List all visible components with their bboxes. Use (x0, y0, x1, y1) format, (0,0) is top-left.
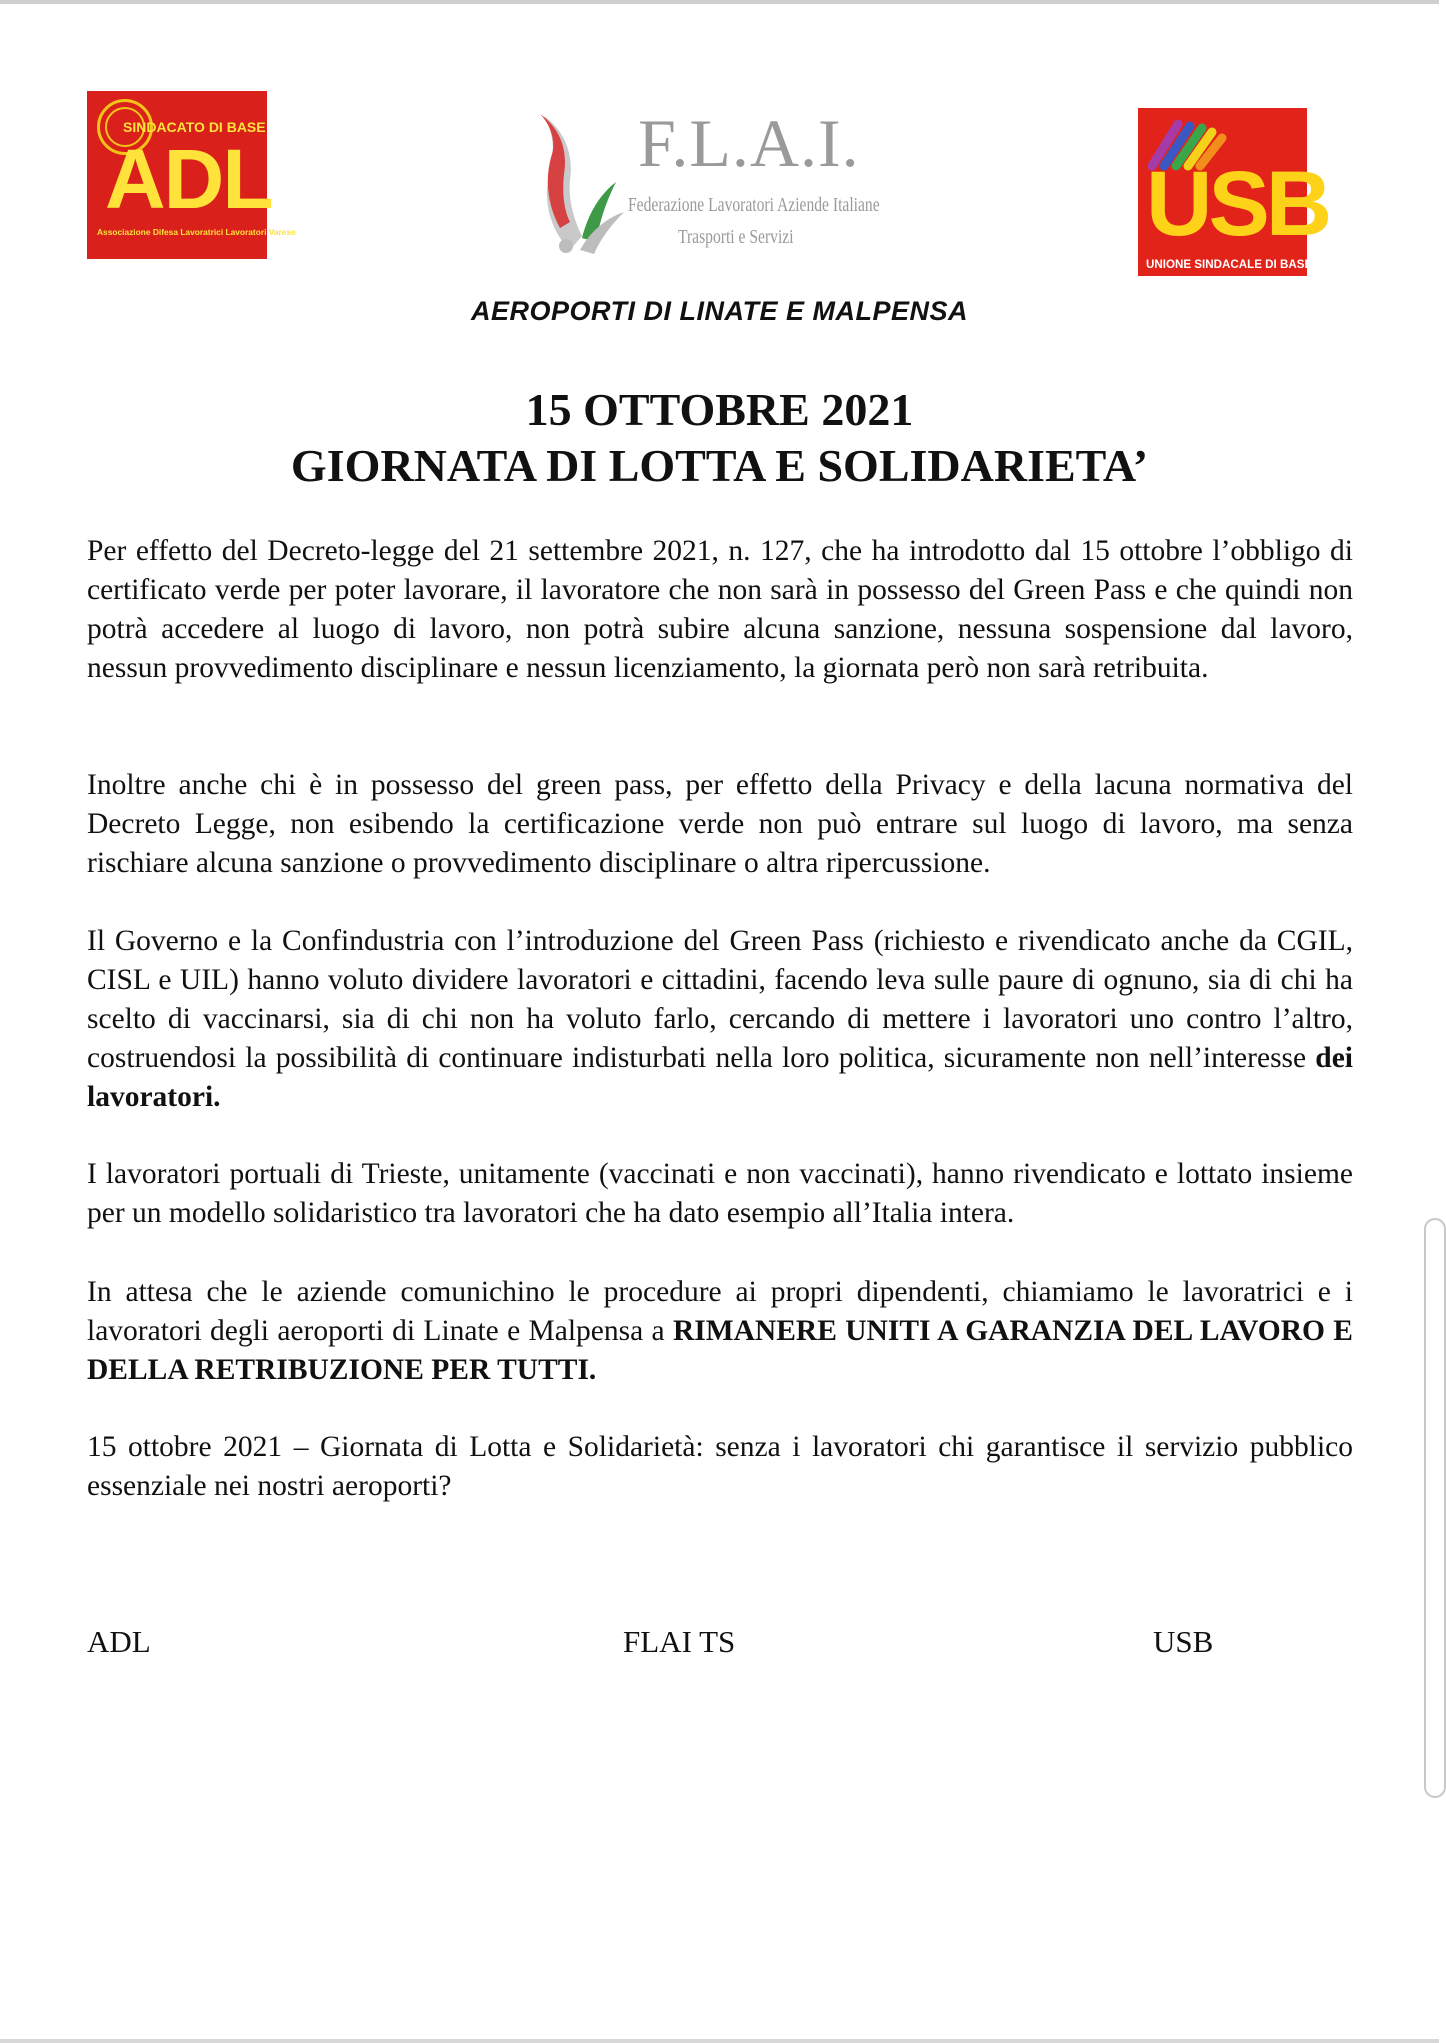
paragraph-government-bold: dei lavoratori. (87, 1042, 1353, 1113)
adl-logo (87, 91, 296, 259)
flai-flame-icon (530, 110, 626, 260)
title-line-date: 15 OTTOBRE 2021 (525, 384, 914, 435)
flai-logo (530, 104, 880, 264)
paragraph-call-bold: RIMANERE UNITI A GARANZIA DEL LAVORO E DELLA RETRIBUZIONE PER TUTTI. (87, 1315, 1353, 1386)
paragraph-call-text: In attesa che le aziende comunichino le procedure ai propri dipendenti, chiamiamo le lavoratrici e i lavoratori degli aeroporti di Linate e Malpensa a (87, 1276, 1353, 1347)
flai-logo-line2: Trasporti e Servizi (678, 226, 794, 248)
signature-usb: USB (1153, 1624, 1214, 1659)
signature-adl: ADL (87, 1624, 151, 1659)
paragraph-decree: Per effetto del Decreto-legge del 21 settembre 2021, n. 127, che ha introdotto dal 15 ottobre l’obbligo di certificato verde per poter lavorare, il lavoratore che non sarà in possesso del Green Pass e che quindi non potrà accedere al luogo di lavoro, non potrà subire alcuna sanzione, nessuna sospensione dal lavoro, nessun provvedimento disciplinare e nessun licenziamento, la giornata però non sarà retribuita. (87, 535, 1353, 684)
paragraph-government (87, 922, 1353, 1117)
paragraph-government-text: Il Governo e la Confindustria con l’introduzione del Green Pass (richiesto e rivendicato anche da CGIL, CISL e UIL) hanno voluto dividere lavoratori e cittadini, facendo leva sulle paure di ognuno, sia di chi ha scelto di vaccinarsi, sia di chi non ha voluto farlo, cercando di mettere i lavoratori uno contro l’altro, costruendosi la possibilità di continuare indisturbati nella loro politica, sicuramente non nell’interesse (87, 925, 1353, 1074)
paragraph-trieste: I lavoratori portuali di Trieste, unitamente (vaccinati e non vaccinati), hanno rivendicato e lottato insieme per un modello solidaristico tra lavoratori che ha dato esempio all’Italia intera. (87, 1158, 1353, 1229)
title-line-event: GIORNATA DI LOTTA E SOLIDARIETA’ (290, 440, 1149, 491)
adl-logo-subtitle: Associazione Difesa Lavoratrici Lavoratori Varese (97, 227, 296, 237)
scrollbar-handle[interactable] (1424, 1218, 1446, 1798)
signature-flai: FLAI TS (623, 1624, 736, 1659)
paragraph-call (87, 1273, 1353, 1390)
bottom-border (0, 2039, 1439, 2043)
top-border (0, 0, 1439, 4)
flai-logo-line1: Federazione Lavoratori Aziende Italiane (628, 194, 880, 216)
adl-logo-top-text: SINDACATO DI BASE (123, 119, 266, 135)
usb-logo-name: USB (1146, 153, 1329, 255)
usb-logo (1138, 108, 1329, 276)
flai-logo-name: F.L.A.I. (638, 105, 860, 181)
document-title (0, 382, 1439, 494)
document-kicker: AEROPORTI DI LINATE E MALPENSA (470, 296, 969, 326)
paragraph-privacy: Inoltre anche chi è in possesso del green pass, per effetto della Privacy e della lacuna normativa del Decreto Legge, non esibendo la certificazione verde non può entrare sul luogo di lavoro, ma senza rischiare alcuna sanzione o provvedimento disciplinare o altra ripercussione. (87, 769, 1353, 879)
adl-logo-name: ADL (105, 132, 272, 226)
usb-logo-subtitle: UNIONE SINDACALE DI BASE (1146, 258, 1313, 271)
paragraph-closing: 15 ottobre 2021 – Giornata di Lotta e Solidarietà: senza i lavoratori chi garantisce il servizio pubblico essenziale nei nostri aeroporti? (87, 1431, 1353, 1502)
